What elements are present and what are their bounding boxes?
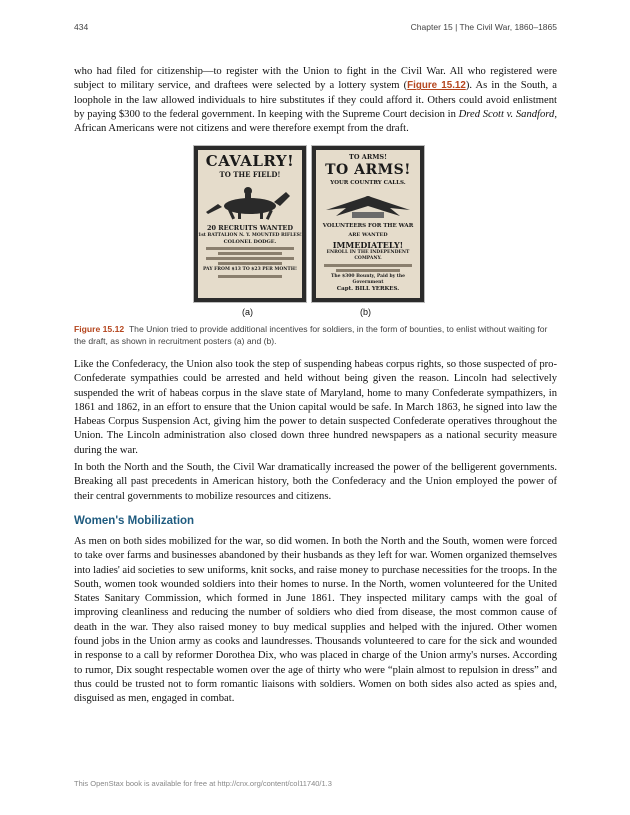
poster-a-line: COLONEL DODGE. bbox=[223, 239, 277, 245]
poster-b-line: IMMEDIATELY! bbox=[332, 240, 404, 250]
page-header bbox=[74, 22, 557, 36]
paragraph-text: ). As in the South, a loophole in the law allowed individuals to hire substitutes if they could afford it. Others could avoid enlistment by paying $300 to the federal government. In keeping with the Supreme Court decision in bbox=[74, 80, 557, 120]
caption-label: Figure 15.12 bbox=[74, 324, 125, 334]
paragraph-government-power: In both the North and the South, the Civil War dramatically increased the power of the belligerent governments. Breaking all past precedents in American history, both the Confederacy and the Union employed the power of their central governments to mobilize resources and citizens. bbox=[74, 462, 557, 502]
poster-b-line: VOLUNTEERS FOR THE WAR bbox=[322, 223, 414, 229]
figure-label-a: (a) bbox=[242, 307, 253, 317]
eagle-icon bbox=[316, 190, 420, 220]
poster-b-line: ARE WANTED bbox=[348, 232, 388, 238]
poster-a-line: PAY FROM $13 TO $23 PER MONTH! bbox=[203, 267, 297, 272]
paragraph-womens-mobilization: As men on both sides mobilized for the war, so did women. In both the North and the South, women were forced to take over farms and businesses abandoned by their husbands as they left for war. Women organized themselves into ladies' aid societies to sew uniforms, knit socks, and raise money to purchase necessities for the troops. In the South, women took wounded soldiers into their homes to nurse. In the North, women volunteered for the United States Sanitary Commission, which formed in June 1861. They inspected military camps with the goal of improving cleanliness and reducing the number of soldiers who died from disease, the most common cause of death in the war. They also raised money to buy medical supplies and helped with the injured. Other women found jobs in the Union army as cooks and laundresses. Thousands volunteered to care for the sick and wounded in response to a call by reformer Dorothea Dix, who was placed in charge of the Union army's nurses. According to rumor, Dix sought respectable women over the age of thirty who were “plain almost to repulsion in dress” and thus could be trusted not to form romantic liaisons with soldiers. Women on both sides also acted as spies and, disguised as men, engaged in combat. bbox=[74, 536, 557, 705]
poster-text-line bbox=[218, 275, 282, 278]
paragraph-text: , African Americans were not citizens and were therefore exempt from the draft. bbox=[74, 108, 557, 135]
recruitment-poster-b bbox=[312, 146, 424, 302]
poster-text-line bbox=[206, 257, 294, 260]
poster-text-line bbox=[218, 252, 282, 255]
poster-text-line bbox=[218, 262, 282, 265]
paragraph-text: who had filed for citizenship—to register with the Union to fight in the Civil War. All who registered were subject to military service, and draftees were selected by a lottery system ( bbox=[74, 66, 557, 92]
figure-caption bbox=[74, 324, 557, 347]
poster-a-title: CAVALRY! bbox=[205, 152, 295, 170]
figure-label-b: (b) bbox=[360, 307, 371, 317]
caption-text: The Union tried to provide additional incentives for soldiers, in the form of bounties, to enlist without waiting for the draft, as shown in recruitment posters (a) and (b). bbox=[74, 324, 548, 346]
poster-text-line bbox=[336, 269, 400, 272]
figure-link[interactable]: Figure 15.12 bbox=[407, 80, 466, 92]
poster-b-line: ENROLL IN THE INDEPENDENT COMPANY. bbox=[326, 250, 410, 261]
poster-b-title: TO ARMS! bbox=[325, 162, 411, 178]
poster-b-title-small: TO ARMS! bbox=[349, 153, 387, 161]
poster-a-subtitle: TO THE FIELD! bbox=[219, 170, 281, 179]
figure-labels bbox=[194, 307, 438, 319]
poster-b-line: Capt. BILL YERKES. bbox=[336, 286, 400, 292]
poster-a-line: 1st BATTALION N. Y. MOUNTED RIFLES! bbox=[198, 233, 302, 238]
poster-b-subtitle: YOUR COUNTRY CALLS. bbox=[330, 180, 406, 186]
chapter-title: Chapter 15 | The Civil War, 1860–1865 bbox=[410, 22, 557, 32]
paragraph-habeas-corpus: Like the Confederacy, the Union also took the step of suspending habeas corpus rights, so those suspected of pro-Confederate sympathies could be arrested and held without being given the reason. Lincoln had selectively suspended the writ of habeas corpus in the slave state of Maryland, home to many Confederate sympathizers, in 1861 and 1862, in an effort to ensure that the Union capital would be safe. In March 1863, he signed into law the Habeas Corpus Suspension Act, giving him the power to detain suspected Confederate operatives throughout the Union. The Lincoln administration also closed down three hundred newspapers as a national security measure during the war. bbox=[74, 359, 557, 456]
paragraph-draft bbox=[74, 65, 557, 136]
poster-text-line bbox=[206, 247, 294, 250]
page-number: 434 bbox=[74, 22, 89, 32]
section-heading: Women's Mobilization bbox=[74, 515, 195, 527]
recruitment-poster-a bbox=[194, 146, 306, 302]
horse-rider-icon bbox=[198, 182, 302, 222]
figure-posters bbox=[194, 146, 438, 304]
page-footer: This OpenStax book is available for free at http://cnx.org/content/col11740/1.3 bbox=[74, 779, 332, 788]
case-name: Dred Scott v. Sandford bbox=[458, 108, 555, 120]
poster-b-line: The $300 Bounty, Paid by the Government bbox=[330, 274, 406, 285]
poster-a-line: 20 RECRUITS WANTED bbox=[206, 224, 294, 232]
poster-text-line bbox=[324, 264, 412, 267]
